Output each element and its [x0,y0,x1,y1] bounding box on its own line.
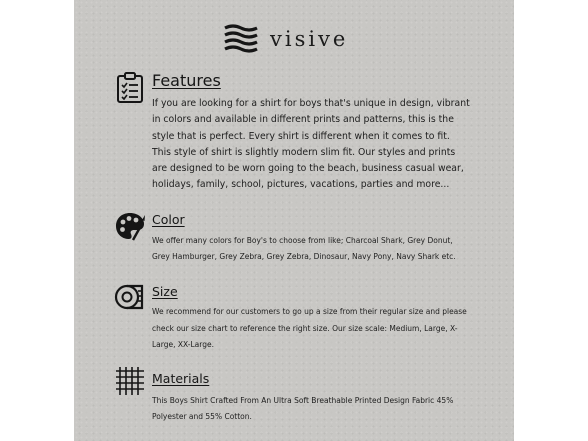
features-text: If you are looking for a shirt for boys that's unique in design, vibrant in colors and available in different prints and patterns, this is the style that is perfect. Every shirt is different when it comes to fit. This style of shirt is slightly modern slim fit. Our styles and prints are designed to be worn going to the beach, business casual wear, holidays, family, school, pictures, vacations, parties and more... [152,98,470,191]
size-heading: Size [152,284,178,299]
product-info-panel [74,0,514,441]
fabric-weave-icon [114,365,146,397]
size-text: We recommend for our customers to go up a size from their regular size and please check our size chart to reference the right size. Our size scale: Medium, Large, X-Large, XX-Large. [152,307,467,349]
wave-stripes-icon [224,24,258,54]
brand-logo [224,24,348,54]
materials-heading: Materials [152,371,210,386]
color-text: We offer many colors for Boy's to choose from like; Charcoal Shark, Grey Donut, Grey Hamburger, Grey Zebra, Grey Zebra, Dinosaur, Navy Pony, Navy Shark etc. [152,236,456,261]
brand-name: visive [270,27,349,51]
materials-text: This Boys Shirt Crafted From An Ultra Soft Breathable Printed Design Fabric 45% Polyester and 55% Cotton. [152,396,454,421]
features-heading: Features [152,71,221,90]
measuring-tape-icon [114,280,146,312]
clipboard-checklist-icon [114,71,146,103]
paint-palette-icon [114,210,146,242]
color-heading: Color [152,212,185,227]
